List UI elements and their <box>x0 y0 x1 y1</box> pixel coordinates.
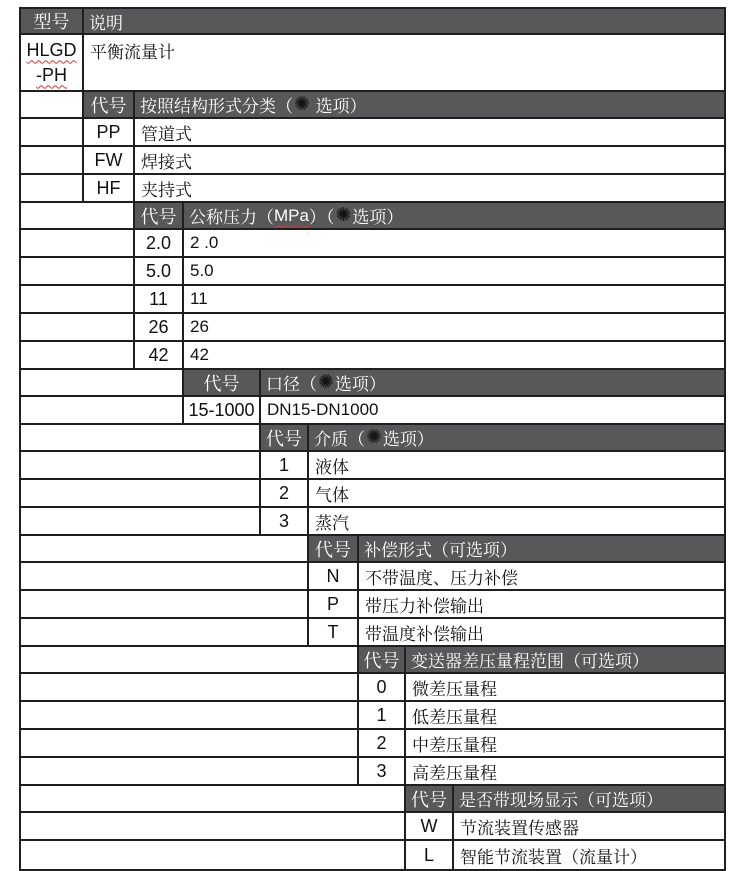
required-star-icon: ✺ <box>294 94 310 115</box>
section-title-cell <box>307 425 724 450</box>
option-code-cell: 0 <box>357 674 404 700</box>
spacer-cell <box>21 397 182 423</box>
section-title-text: 介质（ <box>314 430 365 449</box>
section-title-cell: 变送器差压量程范围（可选项） <box>404 647 724 672</box>
spacer-cell <box>21 647 357 672</box>
section-header-local-display <box>21 786 724 813</box>
code-label-cell: 代号 <box>357 647 404 672</box>
spacer-cell <box>21 619 307 645</box>
table-row <box>21 230 724 258</box>
code-label-cell: 代号 <box>133 203 182 228</box>
option-code-cell: W <box>404 813 452 839</box>
spacer-cell <box>21 203 133 228</box>
option-code-cell: FW <box>82 147 133 173</box>
option-desc-cell: 5.0 <box>182 258 724 284</box>
table-row <box>21 730 724 758</box>
section-title-text: 口径（ <box>266 375 317 394</box>
option-code-cell: 2.0 <box>133 230 182 256</box>
table-header-row <box>21 9 724 35</box>
model-description-cell: 平衡流量计 <box>82 35 724 90</box>
table-row <box>21 119 724 147</box>
table-row <box>21 619 724 647</box>
option-desc-cell: 带压力补偿输出 <box>357 591 724 617</box>
spacer-cell <box>21 563 307 589</box>
table-row <box>21 563 724 591</box>
section-header-compensation <box>21 536 724 563</box>
model-code-line1: HLGD <box>26 39 77 60</box>
option-code-cell: 15-1000 <box>182 397 259 423</box>
code-label-cell: 代号 <box>307 536 357 561</box>
spacer-cell <box>21 536 307 561</box>
option-desc-cell: 气体 <box>307 480 724 506</box>
option-desc-cell: DN15-DN1000 <box>259 397 724 423</box>
code-label-cell: 代号 <box>182 370 259 395</box>
option-desc-cell: 26 <box>182 314 724 340</box>
section-title-text: 公称压力（ <box>189 208 274 227</box>
option-code-cell: T <box>307 619 357 645</box>
option-desc-cell: 夹持式 <box>133 175 724 201</box>
option-desc-cell: 蒸汽 <box>307 508 724 534</box>
section-header-structure <box>21 92 724 119</box>
model-code-line2: -PH <box>36 64 67 85</box>
spacer-cell <box>21 342 133 368</box>
spacer-cell <box>21 813 404 839</box>
option-code-cell: PP <box>82 119 133 145</box>
table-row <box>21 342 724 370</box>
option-desc-cell: 42 <box>182 342 724 368</box>
required-star-icon: ✺ <box>335 205 352 226</box>
section-title-cell: 补偿形式（可选项） <box>357 536 724 561</box>
option-code-cell: 26 <box>133 314 182 340</box>
section-header-pressure <box>21 203 724 230</box>
code-label-cell: 代号 <box>82 92 133 117</box>
option-desc-cell: 不带温度、压力补偿 <box>357 563 724 589</box>
section-title-text: 选项） <box>334 375 386 394</box>
option-desc-cell: 液体 <box>307 452 724 478</box>
spacer-cell <box>21 175 82 201</box>
option-code-cell: 11 <box>133 286 182 312</box>
code-label-cell: 代号 <box>259 425 307 450</box>
table-row <box>21 147 724 175</box>
section-title-text: 选项） <box>310 97 367 116</box>
section-title-mpa: MPa <box>274 205 309 225</box>
table-row <box>21 175 724 203</box>
section-title-text: 选项） <box>382 430 434 449</box>
section-title-cell: 是否带现场显示（可选项） <box>452 786 724 811</box>
option-desc-cell: 管道式 <box>133 119 724 145</box>
table-row <box>21 397 724 425</box>
option-code-cell: N <box>307 563 357 589</box>
spacer-cell <box>21 425 259 450</box>
option-desc-cell: 2 .0 <box>182 230 724 256</box>
spacer-cell <box>21 786 404 811</box>
spacer-cell <box>21 258 133 284</box>
option-code-cell: 5.0 <box>133 258 182 284</box>
section-title-text: 按照结构形式分类（ <box>140 97 293 116</box>
section-header-media <box>21 425 724 452</box>
table-row <box>21 591 724 619</box>
option-code-cell: L <box>404 841 452 869</box>
section-title-cell <box>182 203 724 228</box>
option-code-cell: 3 <box>259 508 307 534</box>
option-desc-cell: 中差压量程 <box>404 730 724 756</box>
section-title-cell <box>133 92 724 117</box>
section-title-text: 选项） <box>352 208 404 227</box>
option-desc-cell: 节流装置传感器 <box>452 813 724 839</box>
table-row <box>21 841 724 869</box>
table-row <box>21 258 724 286</box>
table-row <box>21 508 724 536</box>
table-row <box>21 813 724 841</box>
option-desc-cell: 智能节流装置（流量计） <box>452 841 724 869</box>
spacer-cell <box>21 758 357 784</box>
spacer-cell <box>21 147 82 173</box>
model-selection-table <box>19 7 726 871</box>
option-desc-cell: 带温度补偿输出 <box>357 619 724 645</box>
option-code-cell: 1 <box>357 702 404 728</box>
spacer-cell <box>21 314 133 340</box>
header-description-cell: 说明 <box>82 9 724 33</box>
option-code-cell: P <box>307 591 357 617</box>
option-code-cell: 3 <box>357 758 404 784</box>
table-row <box>21 314 724 342</box>
spacer-cell <box>21 674 357 700</box>
table-row <box>21 674 724 702</box>
option-desc-cell: 高差压量程 <box>404 758 724 784</box>
option-code-cell: HF <box>82 175 133 201</box>
required-star-icon: ✺ <box>318 372 334 393</box>
section-title-text: ）（ <box>308 208 335 227</box>
table-row <box>21 702 724 730</box>
spacer-cell <box>21 702 357 728</box>
spacer-cell <box>21 92 82 117</box>
spacer-cell <box>21 230 133 256</box>
section-header-dp-range <box>21 647 724 674</box>
option-code-cell: 1 <box>259 452 307 478</box>
spacer-cell <box>21 452 259 478</box>
table-row <box>21 480 724 508</box>
spacer-cell <box>21 480 259 506</box>
section-title-cell <box>259 370 724 395</box>
table-row <box>21 452 724 480</box>
spacer-cell <box>21 841 404 869</box>
spacer-cell <box>21 286 133 312</box>
section-header-diameter <box>21 370 724 397</box>
table-row <box>21 286 724 314</box>
option-desc-cell: 低差压量程 <box>404 702 724 728</box>
required-star-icon: ✺ <box>366 427 382 448</box>
option-desc-cell: 11 <box>182 286 724 312</box>
table-row <box>21 758 724 786</box>
spacer-cell <box>21 119 82 145</box>
option-desc-cell: 微差压量程 <box>404 674 724 700</box>
option-code-cell: 2 <box>259 480 307 506</box>
option-desc-cell: 焊接式 <box>133 147 724 173</box>
header-model-cell: 型号 <box>21 9 82 33</box>
code-label-cell: 代号 <box>404 786 452 811</box>
model-code-cell <box>21 35 82 90</box>
spacer-cell <box>21 370 182 395</box>
spacer-cell <box>21 730 357 756</box>
option-code-cell: 2 <box>357 730 404 756</box>
spacer-cell <box>21 591 307 617</box>
option-code-cell: 42 <box>133 342 182 368</box>
model-row <box>21 35 724 92</box>
spacer-cell <box>21 508 259 534</box>
